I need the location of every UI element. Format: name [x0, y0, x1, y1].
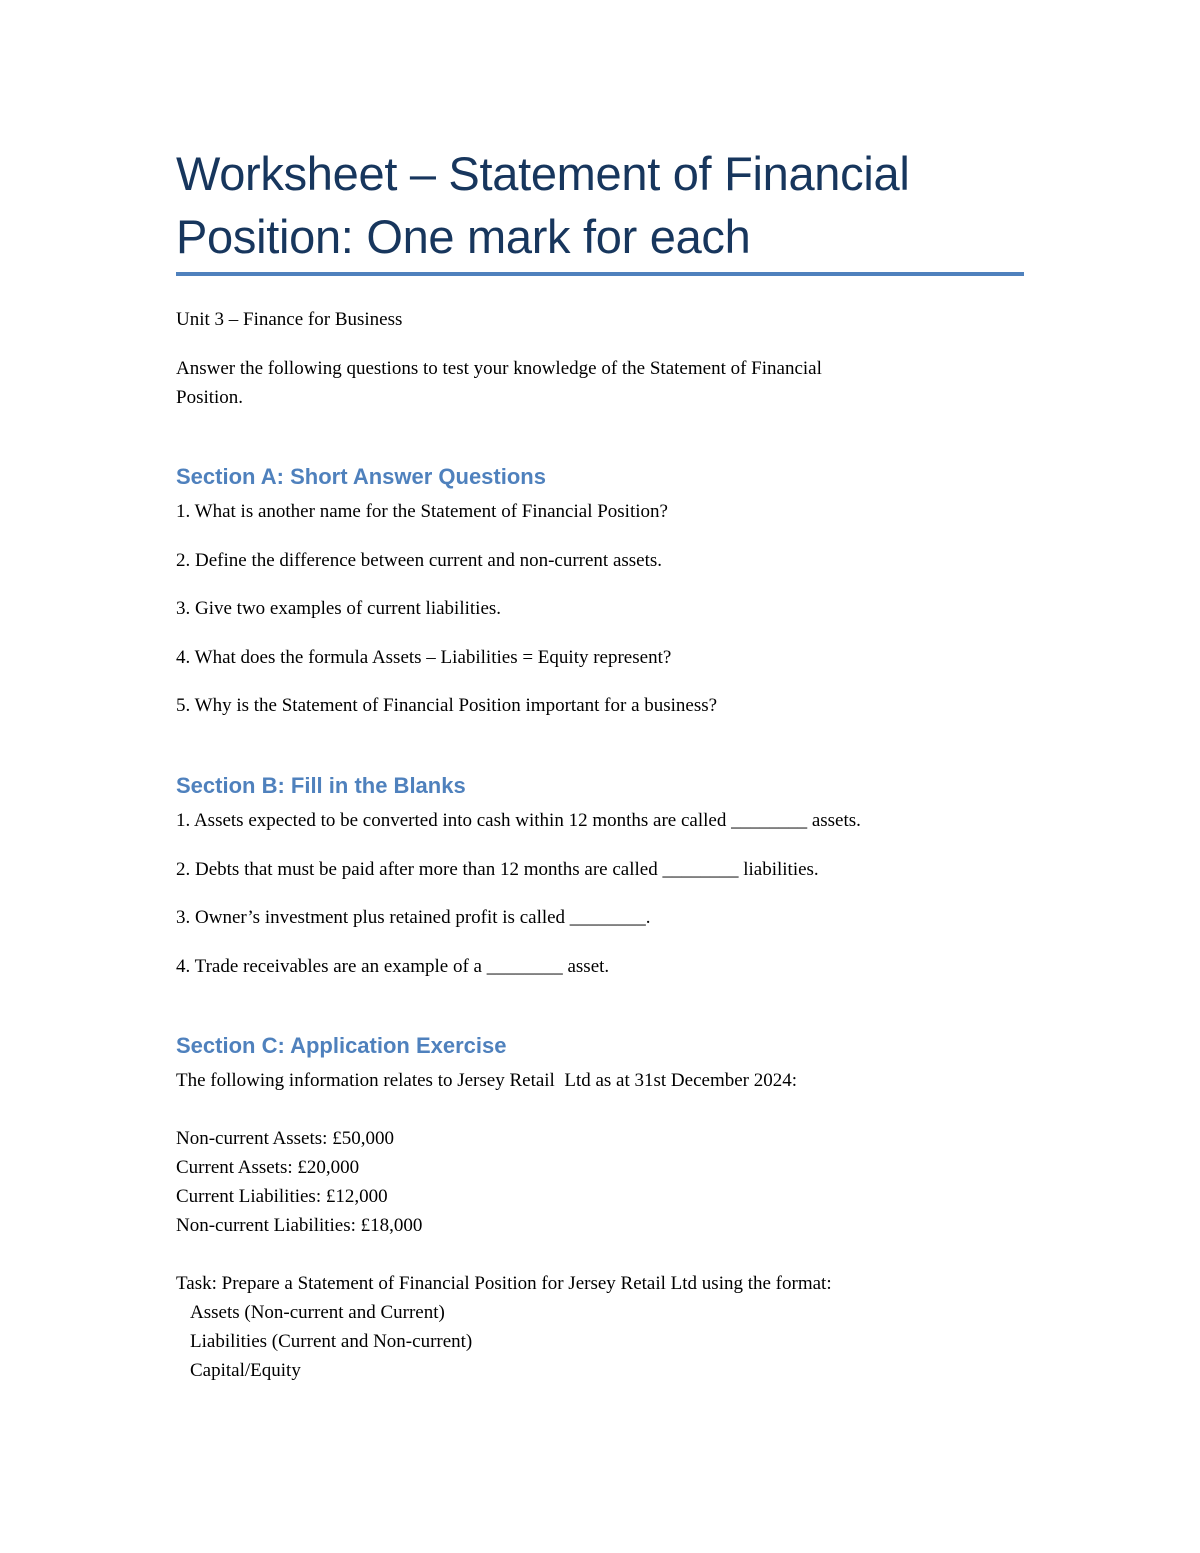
section-a-question-2	[176, 546, 1026, 575]
section-a-heading: Section A: Short Answer Questions	[176, 464, 546, 489]
section-b-question-1	[176, 806, 1026, 835]
task-text: Task: Prepare a Statement of Financial Position for Jersey Retail Ltd using the format:	[176, 1273, 832, 1294]
question-text: 3. Give two examples of current liabilities.	[176, 598, 502, 619]
section-a-question-4	[176, 643, 1026, 672]
intro-paragraph	[176, 354, 1026, 412]
question-text: 1. What is another name for the Statement of Financial Position?	[176, 501, 668, 522]
title-divider	[176, 272, 1024, 276]
section-c-task	[176, 1269, 1026, 1385]
page-title	[176, 142, 1026, 268]
section-b-heading: Section B: Fill in the Blanks	[176, 773, 466, 798]
section-c-intro	[176, 1066, 1026, 1095]
format-item-liabilities: Liabilities (Current and Non-current)	[190, 1331, 473, 1352]
question-text: 2. Debts that must be paid after more than 12 months are called ________ liabilities.	[176, 859, 819, 880]
format-item-equity: Capital/Equity	[190, 1360, 301, 1381]
title-line-2: Position: One mark for each	[176, 210, 751, 263]
title-line-1: Worksheet – Statement of Financial	[176, 147, 910, 200]
question-text: 5. Why is the Statement of Financial Position important for a business?	[176, 695, 718, 716]
unit-text: Unit 3 – Finance for Business	[176, 309, 403, 330]
question-text: 3. Owner’s investment plus retained profit is called ________.	[176, 907, 651, 928]
section-a-question-5	[176, 691, 1026, 720]
figure-current-assets: Current Assets: £20,000	[176, 1157, 360, 1178]
unit-label	[176, 305, 1026, 334]
section-b-question-4	[176, 952, 1026, 981]
section-a-question-1	[176, 497, 1026, 526]
intro-line-2: Position.	[176, 387, 244, 408]
intro-line-1: Answer the following questions to test your knowledge of the Statement of Financial	[176, 358, 822, 379]
section-b-question-2	[176, 855, 1026, 884]
figure-non-current-assets: Non-current Assets: £50,000	[176, 1128, 394, 1149]
question-text: 4. What does the formula Assets – Liabilities = Equity represent?	[176, 647, 672, 668]
figure-non-current-liabilities: Non-current Liabilities: £18,000	[176, 1215, 423, 1236]
section-b-question-3	[176, 903, 1026, 932]
section-c-intro-text: The following information relates to Jersey Retail Ltd as at 31st December 2024:	[176, 1070, 798, 1091]
figure-current-liabilities: Current Liabilities: £12,000	[176, 1186, 388, 1207]
section-c-figures	[176, 1124, 1026, 1240]
question-text: 1. Assets expected to be converted into cash within 12 months are called ________ assets.	[176, 810, 861, 831]
section-a-question-3	[176, 594, 1026, 623]
question-text: 4. Trade receivables are an example of a ________ asset.	[176, 956, 610, 977]
question-text: 2. Define the difference between current and non-current assets.	[176, 550, 663, 571]
format-item-assets: Assets (Non-current and Current)	[190, 1302, 445, 1323]
section-c-heading: Section C: Application Exercise	[176, 1033, 507, 1058]
